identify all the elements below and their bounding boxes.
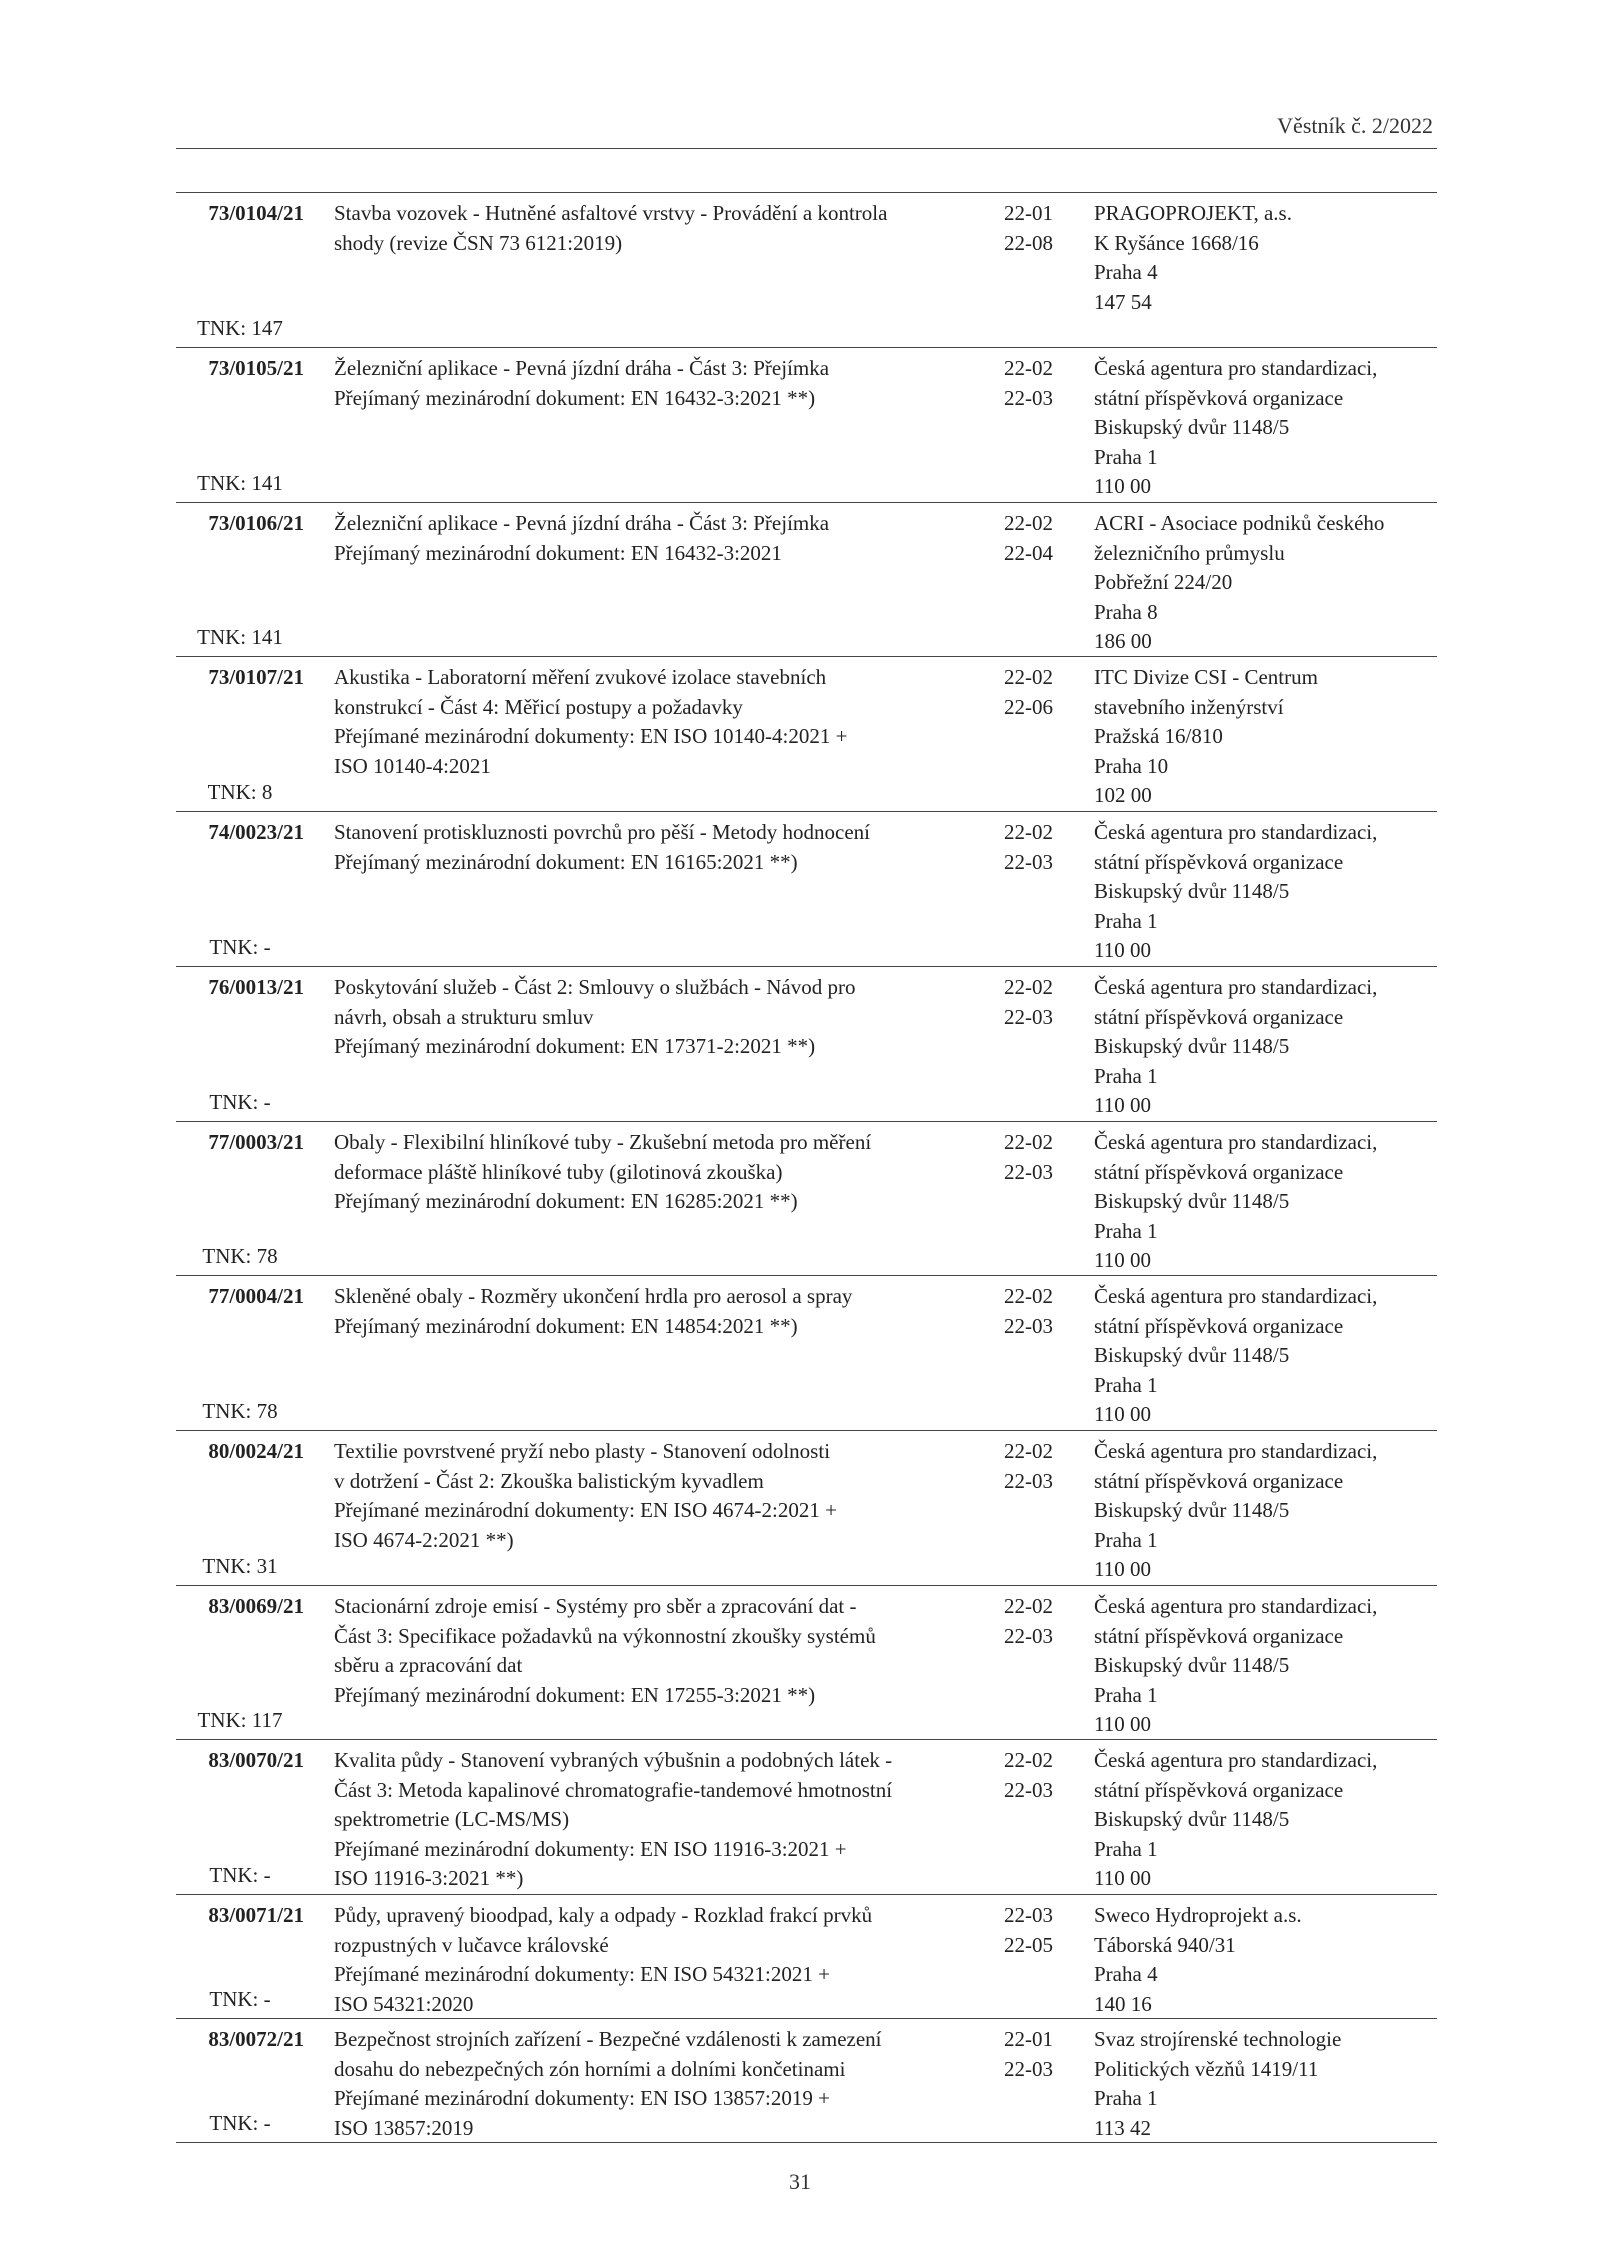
entry-date: 22-02 xyxy=(1004,820,1053,844)
entry-address-line: Česká agentura pro standardizaci, xyxy=(1094,1439,1378,1463)
entry-title xyxy=(334,818,974,877)
entry-title xyxy=(334,1437,974,1555)
entry-number: 76/0013/21 xyxy=(208,975,304,999)
entry-address-line: 110 00 xyxy=(1094,1712,1151,1736)
entry-dates xyxy=(1004,663,1074,722)
journal-title: Věstník č. 2/2022 xyxy=(1277,113,1433,138)
entry-title-line: Přejímaný mezinárodní dokument: EN 17371-2:2021 **) xyxy=(334,1034,816,1058)
entry-date: 22-03 xyxy=(1004,1777,1053,1802)
entry-title xyxy=(334,354,974,413)
entry-address-line: Česká agentura pro standardizaci, xyxy=(1094,356,1378,380)
entry-address-line: státní příspěvková organizace xyxy=(1094,849,1344,874)
entry-processor-address xyxy=(1094,509,1437,657)
entry-date: 22-03 xyxy=(1004,1468,1053,1493)
entry-address-line: Česká agentura pro standardizaci, xyxy=(1094,820,1378,844)
entry-date: 22-02 xyxy=(1004,1439,1053,1463)
entry-number: 73/0107/21 xyxy=(208,665,304,689)
entry-title-line: ISO 54321:2020 xyxy=(334,1991,474,2016)
entry-number: 74/0023/21 xyxy=(208,820,304,844)
entry-processor-address xyxy=(1094,1592,1437,1740)
entry-address-line: 110 00 xyxy=(1094,1248,1151,1272)
entry-address-line: státní příspěvková organizace xyxy=(1094,1004,1344,1029)
entry-title-line: Kvalita půdy - Stanovení vybraných výbušnin a podobných látek - xyxy=(334,1748,893,1772)
entry-date: 22-04 xyxy=(1004,540,1053,565)
entry-date: 22-02 xyxy=(1004,1594,1053,1618)
entry-tnk: TNK: 141 xyxy=(197,624,283,649)
entry-tnk: TNK: - xyxy=(209,2110,271,2135)
entry-address-line: Pražská 16/810 xyxy=(1094,724,1223,748)
entry-address-line: Česká agentura pro standardizaci, xyxy=(1094,1130,1378,1154)
entry-number: 83/0069/21 xyxy=(208,1594,304,1618)
entry-title-line: Přejímané mezinárodní dokumenty: EN ISO 10140-4:2021 + xyxy=(334,724,848,748)
entry-id-cell xyxy=(176,1592,304,1739)
entry-address-line: Biskupský dvůr 1148/5 xyxy=(1094,1653,1290,1677)
entry-title-line: Přejímaný mezinárodní dokument: EN 16165:2021 **) xyxy=(334,849,798,874)
entry-address-line: Praha 1 xyxy=(1094,2086,1158,2110)
entry-address-line: Praha 10 xyxy=(1094,753,1169,778)
entry-title-line: Stavba vozovek - Hutněné asfaltové vrstvy - Provádění a kontrola xyxy=(334,201,888,225)
entry-title xyxy=(334,2025,974,2143)
entry-dates xyxy=(1004,1901,1074,1960)
entry-tnk: TNK: - xyxy=(209,1089,271,1114)
entry-date: 22-06 xyxy=(1004,694,1053,719)
entry-dates xyxy=(1004,1746,1074,1805)
entry-title-line: ISO 4674-2:2021 **) xyxy=(334,1527,514,1552)
table-row xyxy=(176,967,1437,1122)
entry-title-line: shody (revize ČSN 73 6121:2019) xyxy=(334,230,623,255)
entry-id-cell xyxy=(176,1437,304,1585)
entry-date: 22-02 xyxy=(1004,1130,1053,1154)
entry-tnk: TNK: - xyxy=(209,1986,271,2011)
entry-address-line: Biskupský dvůr 1148/5 xyxy=(1094,1343,1290,1367)
entry-processor-address xyxy=(1094,663,1437,811)
entry-address-line: Sweco Hydroprojekt a.s. xyxy=(1094,1903,1302,1927)
entry-tnk: TNK: 8 xyxy=(207,779,273,804)
entry-id-cell xyxy=(176,354,304,502)
entry-title-line: návrh, obsah a strukturu smluv xyxy=(334,1004,594,1029)
entry-address-line: Česká agentura pro standardizaci, xyxy=(1094,1748,1378,1772)
entry-address-line: Praha 1 xyxy=(1094,1218,1158,1243)
entry-address-line: Pobřežní 224/20 xyxy=(1094,570,1233,594)
entry-title xyxy=(334,1746,974,1894)
entry-address-line: státní příspěvková organizace xyxy=(1094,1313,1344,1338)
entry-title xyxy=(334,1128,974,1217)
entry-processor-address xyxy=(1094,354,1437,502)
entry-title-line: Textilie povrstvené pryží nebo plasty - Stanovení odolnosti xyxy=(334,1439,831,1463)
entry-address-line: 186 00 xyxy=(1094,629,1152,653)
entry-date: 22-03 xyxy=(1004,385,1053,410)
entry-id-cell xyxy=(176,818,304,966)
entry-address-line: 140 16 xyxy=(1094,1991,1152,2016)
entry-address-line: 110 00 xyxy=(1094,1557,1151,1581)
entry-address-line: Praha 1 xyxy=(1094,1063,1158,1088)
entry-address-line: Politických vězňů 1419/11 xyxy=(1094,2056,1319,2081)
entry-number: 83/0070/21 xyxy=(208,1748,304,1772)
entry-title xyxy=(334,199,974,258)
entry-address-line: Praha 1 xyxy=(1094,444,1158,469)
entry-address-line: Praha 4 xyxy=(1094,1962,1158,1986)
entry-address-line: 102 00 xyxy=(1094,783,1152,807)
entry-address-line: 147 54 xyxy=(1094,289,1152,314)
entry-number: 80/0024/21 xyxy=(208,1439,304,1463)
entry-address-line: Biskupský dvůr 1148/5 xyxy=(1094,1034,1290,1058)
entry-tnk: TNK: 141 xyxy=(197,470,283,495)
entry-date: 22-03 xyxy=(1004,1004,1053,1029)
table-row xyxy=(176,193,1437,348)
entry-address-line: Praha 1 xyxy=(1094,908,1158,933)
entry-title-line: Železniční aplikace - Pevná jízdní dráha - Část 3: Přejímka xyxy=(334,511,830,535)
entry-address-line: K Ryšánce 1668/16 xyxy=(1094,230,1259,255)
entry-title-line: Obaly - Flexibilní hliníkové tuby - Zkušební metoda pro měření xyxy=(334,1130,872,1154)
entry-title-line: ISO 11916-3:2021 **) xyxy=(334,1866,524,1890)
entry-address-line: státní příspěvková organizace xyxy=(1094,1159,1344,1184)
entry-address-line: Česká agentura pro standardizaci, xyxy=(1094,1284,1378,1308)
entry-processor-address xyxy=(1094,199,1437,317)
entry-date: 22-03 xyxy=(1004,849,1053,874)
entry-address-line: Praha 1 xyxy=(1094,1372,1158,1397)
entry-number: 83/0071/21 xyxy=(208,1903,304,1927)
entry-title-line: deformace pláště hliníkové tuby (gilotinová zkouška) xyxy=(334,1159,783,1184)
entry-tnk: TNK: - xyxy=(209,1862,271,1887)
entry-id-cell xyxy=(176,1128,304,1275)
entry-dates xyxy=(1004,973,1074,1032)
entry-title-line: Půdy, upravený bioodpad, kaly a odpady - Rozklad frakcí prvků xyxy=(334,1903,873,1927)
entry-title-line: Přejímané mezinárodní dokumenty: EN ISO 54321:2021 + xyxy=(334,1962,830,1986)
page-number: 31 xyxy=(789,2169,811,2194)
entry-title-line: dosahu do nebezpečných zón horními a dolními končetinami xyxy=(334,2056,846,2081)
entry-tnk: TNK: 117 xyxy=(197,1707,283,1732)
entry-date: 22-02 xyxy=(1004,511,1053,535)
entry-address-line: Praha 8 xyxy=(1094,599,1158,624)
entry-id-cell xyxy=(176,1746,304,1894)
entry-id-cell xyxy=(176,1901,304,2018)
entry-id-cell xyxy=(176,973,304,1121)
table-row xyxy=(176,1122,1437,1276)
entry-title-line: Přejímaný mezinárodní dokument: EN 16432-3:2021 xyxy=(334,540,782,565)
entry-processor-address xyxy=(1094,973,1437,1121)
entry-title-line: ISO 13857:2019 xyxy=(334,2115,474,2140)
entry-title-line: Železniční aplikace - Pevná jízdní dráha - Část 3: Přejímka xyxy=(334,356,830,380)
entry-title-line: Přejímaný mezinárodní dokument: EN 14854:2021 **) xyxy=(334,1313,798,1338)
entry-dates xyxy=(1004,1128,1074,1187)
entry-title xyxy=(334,663,974,781)
entry-dates xyxy=(1004,1592,1074,1651)
entry-title-line: Skleněné obaly - Rozměry ukončení hrdla pro aerosol a spray xyxy=(334,1284,853,1308)
entry-address-line: Praha 4 xyxy=(1094,260,1158,284)
entry-title-line: Přejímaný mezinárodní dokument: EN 16285:2021 **) xyxy=(334,1189,798,1213)
entry-date: 22-02 xyxy=(1004,1748,1053,1772)
entry-title-line: Stanovení protiskluznosti povrchů pro pěší - Metody hodnocení xyxy=(334,820,871,844)
entry-title-line: ISO 10140-4:2021 xyxy=(334,753,491,778)
entry-processor-address xyxy=(1094,1746,1437,1894)
standards-table xyxy=(176,192,1437,2143)
entry-address-line: Česká agentura pro standardizaci, xyxy=(1094,1594,1378,1618)
entry-dates xyxy=(1004,2025,1074,2084)
entry-dates xyxy=(1004,1282,1074,1341)
entry-processor-address xyxy=(1094,1282,1437,1430)
entry-address-line: 110 00 xyxy=(1094,474,1151,498)
table-row xyxy=(176,503,1437,657)
entry-id-cell xyxy=(176,509,304,656)
entry-date: 22-03 xyxy=(1004,1903,1053,1927)
entry-address-line: Biskupský dvůr 1148/5 xyxy=(1094,1189,1290,1213)
entry-address-line: Biskupský dvůr 1148/5 xyxy=(1094,1807,1290,1831)
entry-title xyxy=(334,973,974,1062)
entry-dates xyxy=(1004,354,1074,413)
entry-title-line: Přejímaný mezinárodní dokument: EN 16432-3:2021 **) xyxy=(334,385,816,410)
entry-address-line: 113 42 xyxy=(1094,2115,1151,2140)
entry-processor-address xyxy=(1094,818,1437,966)
entry-address-line: státní příspěvková organizace xyxy=(1094,1777,1344,1802)
entry-processor-address xyxy=(1094,2025,1437,2143)
table-row xyxy=(176,1895,1437,2019)
entry-number: 73/0106/21 xyxy=(208,511,304,535)
entry-date: 22-02 xyxy=(1004,356,1053,380)
entry-date: 22-03 xyxy=(1004,1313,1053,1338)
entry-number: 77/0003/21 xyxy=(208,1130,304,1154)
entry-id-cell xyxy=(176,1282,304,1430)
table-row xyxy=(176,657,1437,812)
entry-number: 77/0004/21 xyxy=(208,1284,304,1308)
entry-date: 22-02 xyxy=(1004,975,1053,999)
entry-dates xyxy=(1004,199,1074,258)
entry-date: 22-01 xyxy=(1004,2027,1053,2051)
entry-processor-address xyxy=(1094,1437,1437,1585)
entry-address-line: Praha 1 xyxy=(1094,1836,1158,1861)
entry-address-line: Táborská 940/31 xyxy=(1094,1932,1236,1957)
table-row xyxy=(176,1431,1437,1586)
entry-date: 22-08 xyxy=(1004,230,1053,255)
entry-title-line: Část 3: Metoda kapalinové chromatografie-tandemové hmotnostní xyxy=(334,1777,893,1802)
entry-title-line: Přejímané mezinárodní dokumenty: EN ISO 11916-3:2021 + xyxy=(334,1836,847,1861)
table-row xyxy=(176,1276,1437,1431)
entry-date: 22-05 xyxy=(1004,1932,1053,1957)
entry-title xyxy=(334,509,974,568)
entry-date: 22-01 xyxy=(1004,201,1053,225)
entry-title-line: Přejímaný mezinárodní dokument: EN 17255-3:2021 **) xyxy=(334,1682,816,1707)
entry-title-line: Část 3: Specifikace požadavků na výkonnostní zkoušky systémů xyxy=(334,1623,876,1648)
entry-processor-address xyxy=(1094,1128,1437,1276)
entry-date: 22-03 xyxy=(1004,1623,1053,1648)
entry-title-line: Poskytování služeb - Část 2: Smlouvy o službách - Návod pro xyxy=(334,975,856,999)
entry-title-line: Akustika - Laboratorní měření zvukové izolace stavebních xyxy=(334,665,827,689)
entry-address-line: železničního průmyslu xyxy=(1094,540,1285,565)
entry-id-cell xyxy=(176,199,304,347)
entry-dates xyxy=(1004,818,1074,877)
table-row xyxy=(176,2019,1437,2143)
entry-title-line: sběru a zpracování dat xyxy=(334,1653,523,1677)
entry-id-cell xyxy=(176,663,304,811)
entry-title-line: Přejímané mezinárodní dokumenty: EN ISO 4674-2:2021 + xyxy=(334,1498,837,1522)
entry-address-line: Biskupský dvůr 1148/5 xyxy=(1094,1498,1290,1522)
entry-title-line: Přejímané mezinárodní dokumenty: EN ISO 13857:2019 + xyxy=(334,2086,830,2110)
entry-address-line: státní příspěvková organizace xyxy=(1094,1468,1344,1493)
entry-address-line: ACRI - Asociace podniků českého xyxy=(1094,511,1385,535)
entry-dates xyxy=(1004,1437,1074,1496)
entry-address-line: státní příspěvková organizace xyxy=(1094,385,1344,410)
entry-address-line: 110 00 xyxy=(1094,1866,1151,1890)
entry-tnk: TNK: 31 xyxy=(202,1553,278,1578)
entry-number: 73/0105/21 xyxy=(208,356,304,380)
entry-title-line: Bezpečnost strojních zařízení - Bezpečné vzdálenosti k zamezení xyxy=(334,2027,882,2051)
entry-address-line: Praha 1 xyxy=(1094,1682,1158,1707)
entry-title xyxy=(334,1901,974,2019)
table-row xyxy=(176,1586,1437,1740)
entry-processor-address xyxy=(1094,1901,1437,2019)
entry-title-line: rozpustných v lučavce královské xyxy=(334,1932,609,1957)
entry-tnk: TNK: 78 xyxy=(202,1398,278,1423)
entry-title xyxy=(334,1592,974,1710)
entry-address-line: 110 00 xyxy=(1094,938,1151,962)
entry-address-line: Biskupský dvůr 1148/5 xyxy=(1094,879,1290,903)
entry-address-line: Svaz strojírenské technologie xyxy=(1094,2027,1342,2051)
entry-address-line: PRAGOPROJEKT, a.s. xyxy=(1094,201,1292,225)
entry-title-line: spektrometrie (LC-MS/MS) xyxy=(334,1807,570,1831)
entry-dates xyxy=(1004,509,1074,568)
entry-number: 73/0104/21 xyxy=(208,201,304,225)
entry-id-cell xyxy=(176,2025,304,2142)
entry-address-line: státní příspěvková organizace xyxy=(1094,1623,1344,1648)
entry-address-line: stavebního inženýrství xyxy=(1094,694,1284,719)
entry-number: 83/0072/21 xyxy=(208,2027,304,2051)
entry-date: 22-03 xyxy=(1004,2056,1053,2081)
table-row xyxy=(176,812,1437,967)
table-row xyxy=(176,348,1437,503)
entry-address-line: ITC Divize CSI - Centrum xyxy=(1094,665,1318,689)
entry-address-line: Česká agentura pro standardizaci, xyxy=(1094,975,1378,999)
entry-address-line: 110 00 xyxy=(1094,1093,1151,1117)
entry-address-line: Biskupský dvůr 1148/5 xyxy=(1094,415,1290,439)
table-row xyxy=(176,1740,1437,1895)
entry-address-line: Praha 1 xyxy=(1094,1527,1158,1552)
entry-date: 22-02 xyxy=(1004,1284,1053,1308)
page-header xyxy=(176,112,1437,149)
entry-tnk: TNK: 147 xyxy=(197,315,283,340)
entry-date: 22-02 xyxy=(1004,665,1053,689)
entry-title xyxy=(334,1282,974,1341)
entry-tnk: TNK: - xyxy=(209,934,271,959)
entry-title-line: Stacionární zdroje emisí - Systémy pro sběr a zpracování dat - xyxy=(334,1594,857,1618)
entry-title-line: konstrukcí - Část 4: Měřicí postupy a požadavky xyxy=(334,694,743,719)
entry-title-line: v dotržení - Část 2: Zkouška balistickým kyvadlem xyxy=(334,1468,764,1493)
entry-date: 22-03 xyxy=(1004,1159,1053,1184)
entry-address-line: 110 00 xyxy=(1094,1402,1151,1426)
entry-tnk: TNK: 78 xyxy=(202,1243,278,1268)
